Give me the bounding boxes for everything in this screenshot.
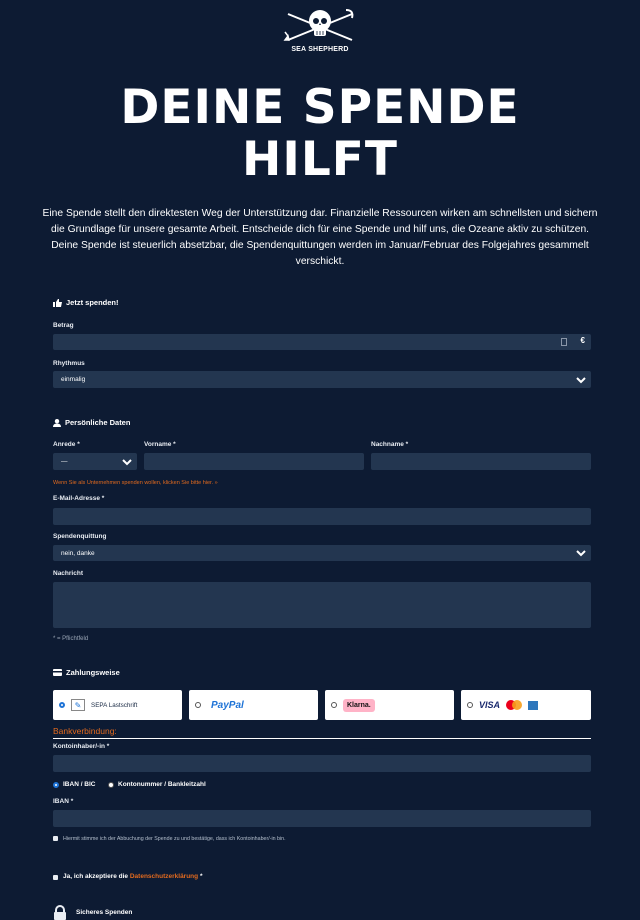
mastercard-icon — [506, 700, 522, 710]
card-radio[interactable] — [467, 702, 473, 708]
lastname-input[interactable] — [371, 453, 591, 470]
sepa-radio[interactable] — [59, 702, 65, 708]
visa-logo: VISA — [479, 700, 501, 710]
secure-donation — [53, 905, 132, 920]
account-number-option[interactable] — [108, 781, 206, 788]
payment-heading-label: Zahlungsweise — [66, 668, 120, 677]
account-number-label: Kontonummer / Bankleitzahl — [118, 781, 206, 788]
chevron-down-icon — [575, 547, 587, 559]
privacy-suffix: * — [199, 873, 203, 880]
rhythm-select[interactable] — [53, 371, 591, 388]
chevron-down-icon — [121, 456, 133, 468]
chevron-down-icon — [575, 374, 587, 386]
receipt-select[interactable] — [53, 545, 591, 561]
message-textarea[interactable] — [53, 582, 591, 628]
amex-icon — [528, 701, 538, 710]
paypal-radio[interactable] — [195, 702, 201, 708]
klarna-logo: Klarna. — [343, 699, 375, 712]
receipt-label: Spendenquittung — [53, 533, 107, 540]
iban-bic-option[interactable] — [53, 781, 96, 788]
personal-heading — [53, 418, 130, 427]
firstname-input[interactable] — [144, 453, 364, 470]
sepa-icon: ✎ — [71, 699, 85, 711]
lock-icon — [53, 905, 67, 920]
currency-symbol: € — [580, 336, 585, 345]
mandate-checkbox[interactable] — [53, 836, 58, 841]
holder-label: Kontoinhaber/-in * — [53, 743, 110, 750]
message-label: Nachricht — [53, 570, 83, 577]
required-note: * = Pflichtfeld — [53, 636, 89, 642]
klarna-radio[interactable] — [331, 702, 337, 708]
privacy-consent — [63, 873, 202, 880]
privacy-prefix: Ja, ich akzeptiere die — [63, 873, 129, 880]
donate-heading — [53, 298, 119, 307]
sea-shepherd-skull-icon — [280, 4, 360, 48]
iban-bic-radio[interactable] — [53, 782, 59, 788]
account-number-radio[interactable] — [108, 782, 114, 788]
bank-heading: Bankverbindung: — [53, 726, 591, 739]
email-label: E-Mail-Adresse * — [53, 495, 105, 502]
brand-name: SEA SHEPHERD — [291, 46, 349, 53]
email-input[interactable] — [53, 508, 591, 525]
payment-heading — [53, 668, 120, 677]
secure-donation-label: Sicheres Spenden — [76, 909, 133, 916]
page-title-line1: DEINE SPENDE — [120, 80, 520, 135]
rhythm-label: Rhythmus — [53, 360, 85, 367]
amount-input[interactable] — [53, 334, 591, 350]
iban-input[interactable] — [53, 810, 591, 827]
lastname-label: Nachname * — [371, 441, 409, 448]
user-icon — [53, 419, 61, 427]
logo[interactable] — [0, 4, 640, 53]
salutation-select[interactable] — [53, 453, 137, 470]
payment-option-klarna[interactable] — [325, 690, 454, 720]
sepa-label: SEPA Lastschrift — [91, 701, 138, 709]
personal-heading-label: Persönliche Daten — [65, 418, 131, 427]
mandate-text: Hiermit stimme ich der Abbuchung der Spende zu und bestätige, dass ich Kontoinhaber/-in bin. — [63, 836, 286, 842]
payment-option-sepa[interactable] — [53, 690, 182, 720]
amount-label: Betrag — [53, 322, 74, 329]
firstname-label: Vorname * — [144, 441, 176, 448]
intro-text: Eine Spende stellt den direktesten Weg der Unterstützung dar. Finanzielle Ressourcen wirken am schnellsten und sichern die Grundlage für unsere gesamte Arbeit. Entscheide dich für eine Spende und hilf uns, die Ozeane aktiv zu schützen. Deine Spende ist steuerlich absetzbar, die Spendenquittungen werden im Januar/Februar des Folgejahres gesammelt verschickt. — [42, 208, 598, 267]
calculator-icon — [561, 338, 567, 346]
payment-option-card[interactable] — [461, 690, 591, 720]
salutation-label: Anrede * — [53, 441, 80, 448]
thumbs-up-icon — [53, 299, 62, 307]
privacy-policy-link[interactable]: Datenschutzerklärung — [129, 873, 199, 880]
page-title — [0, 82, 640, 186]
company-donation-link[interactable]: Wenn Sie als Unternehmen spenden wollen, klicken Sie bitte hier. » — [53, 480, 218, 486]
page-title-line2: HILFT — [242, 132, 398, 187]
credit-card-icon — [53, 669, 62, 676]
rhythm-value: einmalig — [61, 376, 86, 383]
donate-heading-label: Jetzt spenden! — [66, 298, 119, 307]
receipt-value: nein, danke — [61, 549, 95, 557]
iban-label: IBAN * — [53, 798, 74, 805]
payment-option-paypal[interactable] — [189, 690, 318, 720]
holder-input[interactable] — [53, 755, 591, 772]
paypal-logo: PayPal — [211, 699, 244, 711]
salutation-value: — — [61, 458, 68, 465]
privacy-checkbox[interactable] — [53, 875, 58, 880]
iban-bic-label: IBAN / BIC — [63, 781, 96, 788]
